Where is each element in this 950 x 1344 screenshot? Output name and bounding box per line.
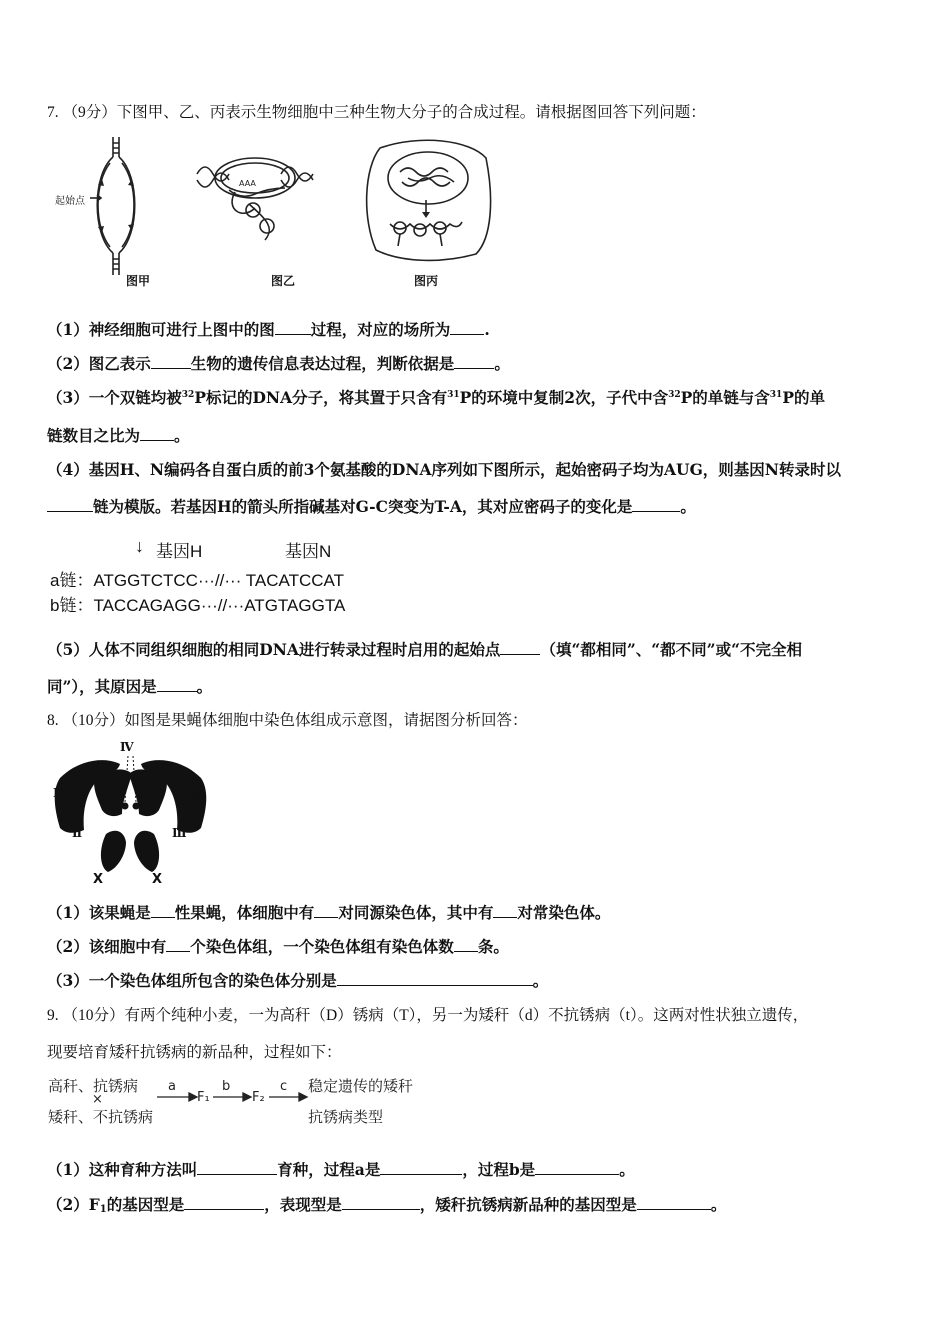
q7-part1: （1）神经细胞可进行上图中的图 过程，对应的场所为 . <box>47 320 490 339</box>
arrow-icon: ↓ <box>135 536 144 556</box>
q7-part2: （2）图乙表示 生物的遗传信息表达过程，判断依据是 。 <box>47 354 510 373</box>
q8-title: 8. （10分）如图是果蝇体细胞中染色体组成示意图，请据图分析回答： <box>47 712 528 729</box>
chrom-label-x1: X <box>93 872 104 887</box>
q9-part2: $(2)F_1$的基因型是 ，表现型是 ，矮秆抗锈病新品种的基因型是 。 <box>47 1195 727 1215</box>
origin-label: 起始点 <box>55 196 85 207</box>
figure-bing-caption: 图丙 <box>414 274 439 288</box>
chrom-label-iii-low: Ⅲ <box>172 826 187 840</box>
result-label-line1: 稳定遗传的矮秆 <box>308 1077 414 1095</box>
figure-yi <box>195 150 315 250</box>
q9-title: 9. （10分）有两个纯种小麦，一为高秆（D）锈病（T），另一为矮秆（d）不抗锈病（t）。这两对性状独立遗传， <box>47 1007 809 1024</box>
chrom-label-ii-left: Ⅱ <box>53 786 64 800</box>
q9-title2: 现要培育矮秆抗锈病的新品种，过程如下： <box>47 1044 342 1061</box>
f2-label: F₂ <box>252 1090 265 1105</box>
q7-title: 7. （9分）下图甲、乙、丙表示生物细胞中三种生物大分子的合成过程。请根据图回答下列问题： <box>47 104 706 121</box>
q7-part4a: （4）基因H、N编码各自蛋白质的前3个氨基酸的DNA序列如下图所示，起始密码子均为AUG，则基因N转录时以 <box>47 460 841 479</box>
figure-jia <box>52 135 162 285</box>
chrom-label-x2: X <box>152 872 163 887</box>
a-chain-sequence: a链：ATGGTCTCC···//··· TACATCCAT <box>50 571 345 590</box>
chromosome-diagram <box>48 738 213 888</box>
q7-part5b: 同”），其原因是 。 <box>47 677 213 696</box>
q7-part5a: （5）人体不同组织细胞的相同DNA进行转录过程时启用的起始点 （填“都相同”、“都不同”或“不完全相 <box>47 640 803 659</box>
result-label-line2: 抗锈病类型 <box>308 1108 384 1126</box>
chrom-label-iii-right: Ⅲ <box>189 786 204 800</box>
step-a-label: a <box>168 1079 176 1094</box>
q7-part3b: 链数目之比为 。 <box>47 426 190 445</box>
figure-yi-caption: 图乙 <box>271 274 296 288</box>
q7-part4b: 链为模版。若基因H的箭头所指碱基对G-C突变为T-A，其对应密码子的变化是 。 <box>47 497 696 517</box>
f1-label: F₁ <box>197 1090 210 1105</box>
q9-part1: （1）这种育种方法叫 育种，过程a是 ，过程b是 。 <box>47 1160 635 1179</box>
figure-jia-caption: 图甲 <box>126 274 151 288</box>
step-c-label: c <box>280 1079 288 1094</box>
parent1-label: 高秆、抗锈病 <box>48 1077 139 1095</box>
b-chain-sequence: b链：TACCAGAGG···//···ATGTAGGTA <box>50 596 346 615</box>
parent2-label: 矮秆、不抗锈病 <box>48 1108 154 1126</box>
gene-n-label: 基因N <box>285 542 332 561</box>
breeding-arrows <box>155 1085 315 1109</box>
chrom-label-ii-low: Ⅱ <box>72 826 83 840</box>
chrom-label-iv: Ⅳ <box>120 740 134 754</box>
q8-part3: （3）一个染色体组所包含的染色体分别是 。 <box>47 971 549 990</box>
figure-bing <box>360 138 495 263</box>
q8-part2: （2）该细胞中有 个染色体组，一个染色体组有染色体数 条。 <box>47 937 509 956</box>
q7-part3a: （3）一个双链均被$^{32}$P标记的DNA分子，将其置于只含有$^{31}$P的环境中复制2次，子代中含$^{32}$P的单链与含$^{31}$P的单 <box>47 388 825 407</box>
svg-text:AAA: AAA <box>239 179 256 188</box>
cross-symbol: × <box>92 1092 103 1107</box>
gene-h-label: 基因H <box>156 542 203 561</box>
q8-part1: （1）该果蝇是 性果蝇，体细胞中有 对同源染色体，其中有 对常染色体。 <box>47 903 611 922</box>
step-b-label: b <box>222 1079 231 1094</box>
